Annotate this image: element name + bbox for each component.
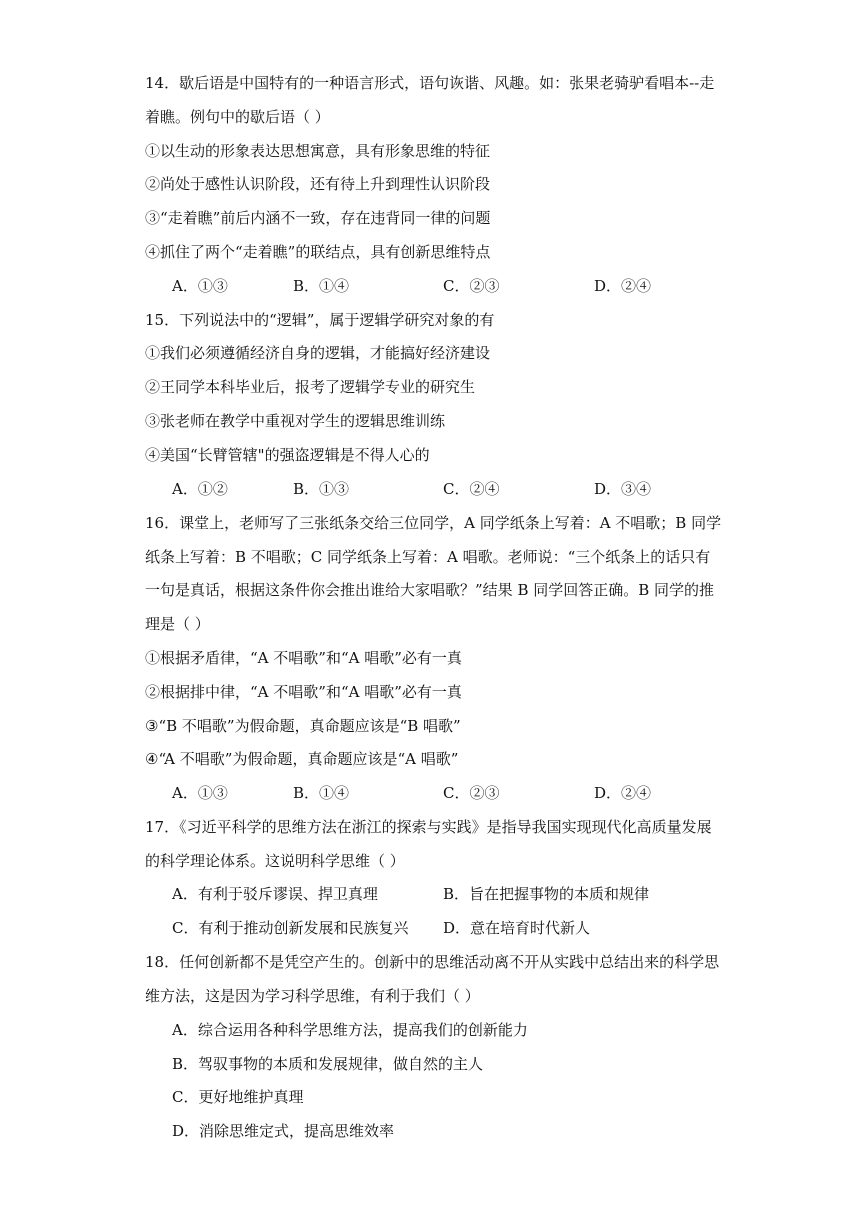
q18-option-d[interactable]: D．消除思维定式，提高思维效率 [172, 1122, 395, 1140]
q15-option-c[interactable]: C．②④ [443, 480, 500, 498]
q14-option-a[interactable]: A．①③ [172, 277, 228, 295]
q17-stem-line-1: 17．《习近平科学的思维方法在浙江的探索与实践》是指导我国实现现代化高质量发展 [145, 818, 712, 836]
q16-stem-line-3: 一句是真话，根据这条件你会推出谁给大家唱歌？”结果 B 同学回答正确。B 同学的推 [145, 581, 715, 599]
q15-option-d[interactable]: D．③④ [594, 480, 652, 498]
q14-stem-line-2: 着瞧。例句中的歇后语（ ） [145, 108, 330, 126]
q16-stem-line-4: 理是（ ） [145, 615, 210, 633]
q17-stem-line-2: 的科学理论体系。这说明科学思维（ ） [145, 852, 405, 870]
q15-statement-4: ④美国“长臂管辖"的强盗逻辑是不得人心的 [145, 446, 430, 464]
q18-option-b[interactable]: B．驾驭事物的本质和发展规律，做自然的主人 [172, 1055, 484, 1073]
q14-option-b[interactable]: B．①④ [293, 277, 350, 295]
q15-statement-1: ①我们必须遵循经济自身的逻辑，才能搞好经济建设 [145, 344, 491, 362]
q15-option-b[interactable]: B．①③ [293, 480, 350, 498]
q16-stem-line-2: 纸条上写着：B 不唱歌；C 同学纸条上写着：A 唱歌。老师说：“三个纸条上的话只有 [145, 548, 711, 566]
q15-statement-2: ②王同学本科毕业后，报考了逻辑学专业的研究生 [145, 378, 476, 396]
q17-option-d[interactable]: D．意在培育时代新人 [443, 919, 591, 937]
q16-statement-2: ②根据排中律，“A 不唱歌”和“A 唱歌”必有一真 [145, 683, 462, 701]
q16-statement-3: ③“B 不唱歌”为假命题，真命题应该是“B 唱歌” [145, 717, 461, 735]
q16-option-d[interactable]: D．②④ [594, 784, 652, 802]
q16-option-a[interactable]: A．①③ [172, 784, 228, 802]
q17-option-b[interactable]: B．旨在把握事物的本质和规律 [443, 885, 650, 903]
q14-statement-1: ①以生动的形象表达思想寓意，具有形象思维的特征 [145, 142, 491, 160]
q17-option-a[interactable]: A．有利于驳斥谬误、捍卫真理 [172, 885, 378, 903]
q18-stem-line-2: 维方法，这是因为学习科学思维，有利于我们（ ） [145, 987, 480, 1005]
q16-statement-4: ④“A 不唱歌”为假命题，真命题应该是“A 唱歌” [145, 750, 459, 768]
q15-option-a[interactable]: A．①② [172, 480, 228, 498]
q15-stem-line-1: 15．下列说法中的“逻辑”，属于逻辑学研究对象的有 [145, 311, 495, 329]
q14-option-c[interactable]: C．②③ [443, 277, 500, 295]
q16-option-c[interactable]: C．②③ [443, 784, 500, 802]
q14-option-d[interactable]: D．②④ [594, 277, 652, 295]
q14-statement-3: ③“走着瞧”前后内涵不一致，存在违背同一律的问题 [145, 209, 491, 227]
q15-statement-3: ③张老师在教学中重视对学生的逻辑思维训练 [145, 412, 446, 430]
q16-stem-line-1: 16．课堂上，老师写了三张纸条交给三位同学，A 同学纸条上写着：A 不唱歌；B 同学 [145, 514, 722, 532]
q14-statement-2: ②尚处于感性认识阶段，还有待上升到理性认识阶段 [145, 175, 491, 193]
q18-option-c[interactable]: C．更好地维护真理 [172, 1088, 304, 1106]
q16-statement-1: ①根据矛盾律，“A 不唱歌”和“A 唱歌”必有一真 [145, 649, 462, 667]
q18-stem-line-1: 18．任何创新都不是凭空产生的。创新中的思维活动离不开从实践中总结出来的科学思 [145, 953, 720, 971]
q16-option-b[interactable]: B．①④ [293, 784, 350, 802]
q14-statement-4: ④抓住了两个“走着瞧”的联结点，具有创新思维特点 [145, 243, 491, 261]
q14-stem-line-1: 14．歇后语是中国特有的一种语言形式，语句诙谐、风趣。如：张果老骑驴看唱本--走 [145, 74, 715, 92]
q18-option-a[interactable]: A．综合运用各种科学思维方法，提高我们的创新能力 [172, 1021, 528, 1039]
q17-option-c[interactable]: C．有利于推动创新发展和民族复兴 [172, 919, 409, 937]
